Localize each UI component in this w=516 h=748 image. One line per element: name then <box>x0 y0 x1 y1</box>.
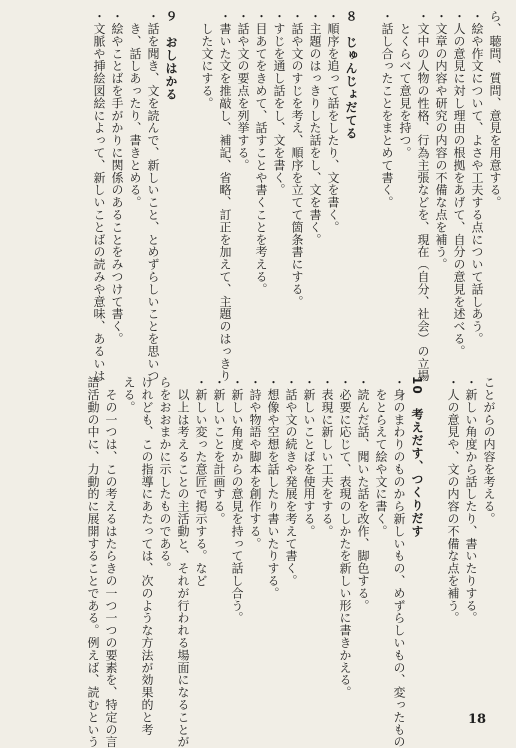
text-line: ・必要に応じて、表現のしかたを新しい形に書きかえる。 <box>338 376 352 699</box>
text-line: ・文章の内容や研究の内容の不備な点を補う。 <box>434 10 448 271</box>
text-line: ・順序を追って話をしたり、文を書く。 <box>326 10 340 234</box>
text-line <box>360 10 378 342</box>
text-line: した文にする。 <box>200 10 214 110</box>
section-heading: ９ おしはかる <box>164 10 178 101</box>
text-line: 以上は考えることの主活動と、それが行われる場面になることが <box>176 376 190 748</box>
text-line: その一つは、この考えるはたらきの一つ一つの要素を、特定の言 <box>104 376 118 748</box>
text-line: ・話を聞き、文を読んで、新しいこと、とめずらしいことを思いつ <box>146 10 160 382</box>
text-line: ・文中の人物の性格、行為主張などを、現在（自分、社会）の立場 <box>416 10 430 382</box>
text-line: ・文脈や挿絵図絵によって、新しいことばの読みや意味、あるいは <box>92 10 106 382</box>
page-number: 18 <box>468 712 487 727</box>
text-line: ことがらの内容を考える。 <box>482 376 496 525</box>
text-line: ・主題のはっきりした話をし、文を書く。 <box>308 10 322 246</box>
section-heading: 10 考えだす、つくりだす <box>410 376 424 538</box>
text-line: ・新しい角度から話したり、書いたりする。 <box>464 376 478 624</box>
text-line <box>180 10 198 342</box>
upper-text-block <box>90 10 504 382</box>
text-line: ら、聴問、質問、意見を用意する。 <box>488 10 502 209</box>
text-line: ・話や文のすじを考え、順序を立てて箇条書にする。 <box>290 10 304 308</box>
text-line: ・絵やことばを手がかりに関係のあることをみつけて書く。 <box>110 10 124 345</box>
text-line: ・話や文の要点を列挙する。 <box>236 10 250 172</box>
text-line: ・新しい変った意匠で掲示する。など <box>194 376 208 587</box>
text-line: き、話しあったり、書きとめる。 <box>128 10 142 209</box>
text-line: らをおおまかに示したものである。 <box>158 376 172 575</box>
text-line: ・新しいことばを使用する。 <box>302 376 316 538</box>
text-line: ・詩や物語や脚本を創作する。 <box>248 376 262 550</box>
text-line: ・書いた文を推敲し、補記、省略、訂正を加えて、主題のはっきり <box>218 10 232 382</box>
text-line: ・新しいことを計画する。 <box>212 376 226 525</box>
text-line: ・身のまわりのものから新しいもの、めずらしいもの、変ったもの <box>392 376 406 748</box>
text-line: える。 <box>122 376 136 414</box>
text-line: ・目あてをきめて、話すことや書くことを考える。 <box>254 10 268 296</box>
text-line: ・表現に新しい工夫をする。 <box>320 376 334 538</box>
text-line: ・話や文の続きや発展を考えて書く。 <box>284 376 298 587</box>
text-line: ・読んだ話、聞いた話を改作、脚色する。 <box>356 376 370 612</box>
section-heading: ８ じゅんじょだてる <box>344 10 358 140</box>
text-line: ・絵や作文について、よさや工夫する点について話しあう。 <box>470 10 484 345</box>
text-line: ・新しい角度からの意見を持って話し合う。 <box>230 376 244 624</box>
text-line: けれども、この指導にあたっては、次のような方法が効果的と考 <box>140 376 154 736</box>
text-line: 語活動の中に、力動的に展開することである。例えば、読むという <box>86 376 100 748</box>
text-line: ・人の意見や、文の内容の不備な点を補う。 <box>446 376 460 624</box>
text-line <box>426 376 444 694</box>
text-line: をとらえて絵や文に書く。 <box>374 376 388 538</box>
text-line: ・想像や空想を話したり書いたりする。 <box>266 376 280 600</box>
text-line: ・話し合ったことをまとめて書く。 <box>380 10 394 209</box>
text-line: ・すじを通し話をし、文を書く。 <box>272 10 286 196</box>
text-line: とくらべて意見を持つ。 <box>398 10 412 159</box>
text-line: ・人の意見に対し理由の根拠をあげて、自分の意見を述べる。 <box>452 10 466 358</box>
